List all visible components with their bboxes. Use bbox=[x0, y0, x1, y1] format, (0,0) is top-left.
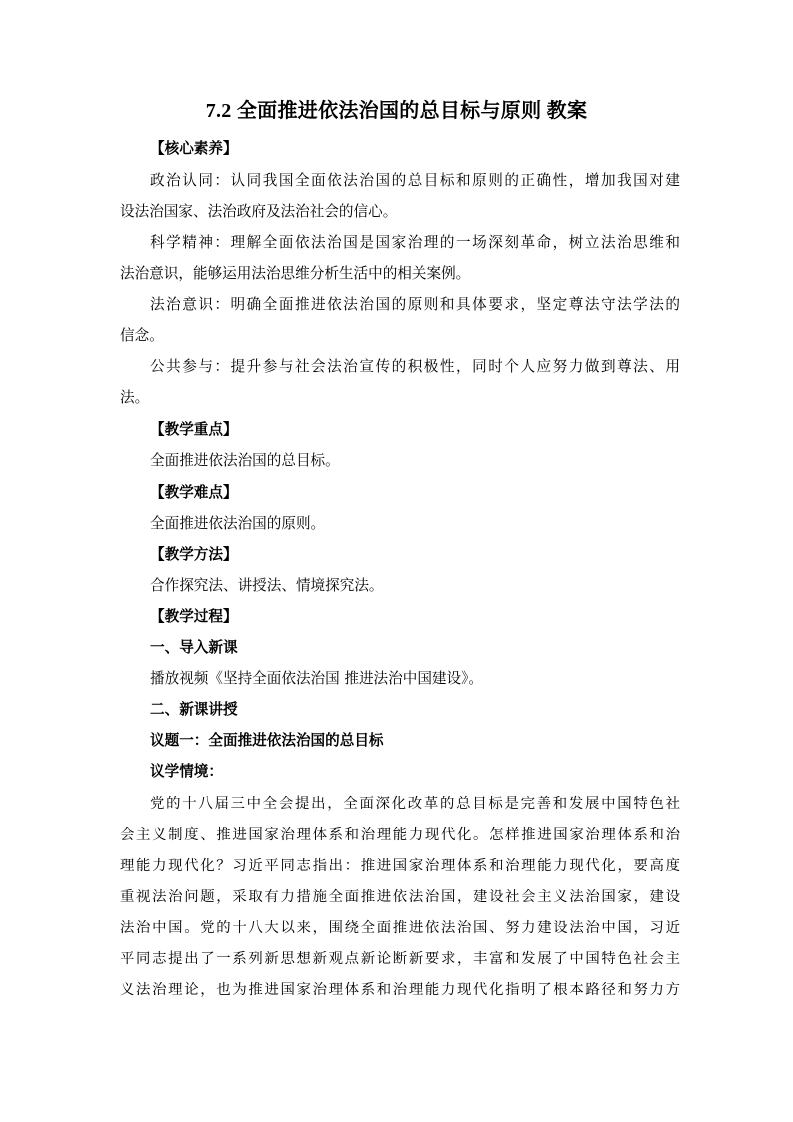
section-heading-process: 【教学过程】 bbox=[150, 608, 238, 625]
paragraph-line: 法。 bbox=[120, 389, 150, 406]
section-heading-difficulty: 【教学难点】 bbox=[150, 484, 238, 501]
paragraph-line: 信念。 bbox=[120, 327, 164, 344]
subheading-scenario: 议学情境： bbox=[150, 763, 223, 780]
document-title: 7.2 全面推进依法治国的总目标与原则 教案 bbox=[205, 100, 588, 122]
paragraph-line: 义法治理论，也为推进国家治理体系和治理能力现代化指明了根本路径和努力方 bbox=[120, 982, 680, 998]
subheading-new-lesson: 二、新课讲授 bbox=[150, 701, 238, 718]
subheading-intro: 一、导入新课 bbox=[150, 639, 238, 656]
paragraph-line: 播放视频《坚持全面依法治国 推进法治中国建设》。 bbox=[150, 670, 483, 687]
paragraph-line: 全面推进依法治国的原则。 bbox=[150, 515, 326, 532]
paragraph-line: 党的十八届三中全会提出，全面深化改革的总目标是完善和发展中国特色社 bbox=[150, 796, 680, 812]
paragraph-line: 合作探究法、讲授法、情境探究法。 bbox=[150, 577, 384, 594]
paragraph-line: 法治意识：明确全面推进依法治国的原则和具体要求，坚定尊法守法学法的 bbox=[150, 296, 680, 313]
paragraph-line: 设法治国家、法治政府及法治社会的信心。 bbox=[120, 203, 398, 220]
section-heading-core-literacy: 【核心素养】 bbox=[150, 140, 238, 157]
paragraph-line: 法治意识，能够运用法治思维分析生活中的相关案例。 bbox=[120, 265, 471, 282]
paragraph-line: 法治中国。党的十八大以来，围绕全面推进依法治国、努力建设法治中国，习近 bbox=[120, 920, 680, 936]
paragraph-line: 科学精神：理解全面依法治国是国家治理的一场深刻革命，树立法治思维和 bbox=[150, 234, 680, 251]
paragraph-line: 会主义制度、推进国家治理体系和治理能力现代化。怎样推进国家治理体系和治 bbox=[120, 827, 680, 843]
section-heading-key-point: 【教学重点】 bbox=[150, 421, 238, 438]
section-heading-method: 【教学方法】 bbox=[150, 546, 238, 563]
paragraph-line: 平同志提出了一系列新思想新观点新论断新要求，丰富和发展了中国特色社会主 bbox=[120, 951, 680, 967]
subheading-topic-one: 议题一：全面推进依法治国的总目标 bbox=[150, 732, 384, 749]
paragraph-line: 重视法治问题，采取有力措施全面推进依法治国，建设社会主义法治国家，建设 bbox=[120, 889, 680, 905]
paragraph-line: 政治认同：认同我国全面依法治国的总目标和原则的正确性，增加我国对建 bbox=[150, 172, 680, 189]
paragraph-line: 全面推进依法治国的总目标。 bbox=[150, 452, 340, 469]
paragraph-line: 公共参与：提升参与社会法治宣传的积极性，同时个人应努力做到尊法、用 bbox=[150, 358, 680, 375]
paragraph-line: 理能力现代化？习近平同志指出：推进国家治理体系和治理能力现代化，要高度 bbox=[120, 858, 680, 874]
